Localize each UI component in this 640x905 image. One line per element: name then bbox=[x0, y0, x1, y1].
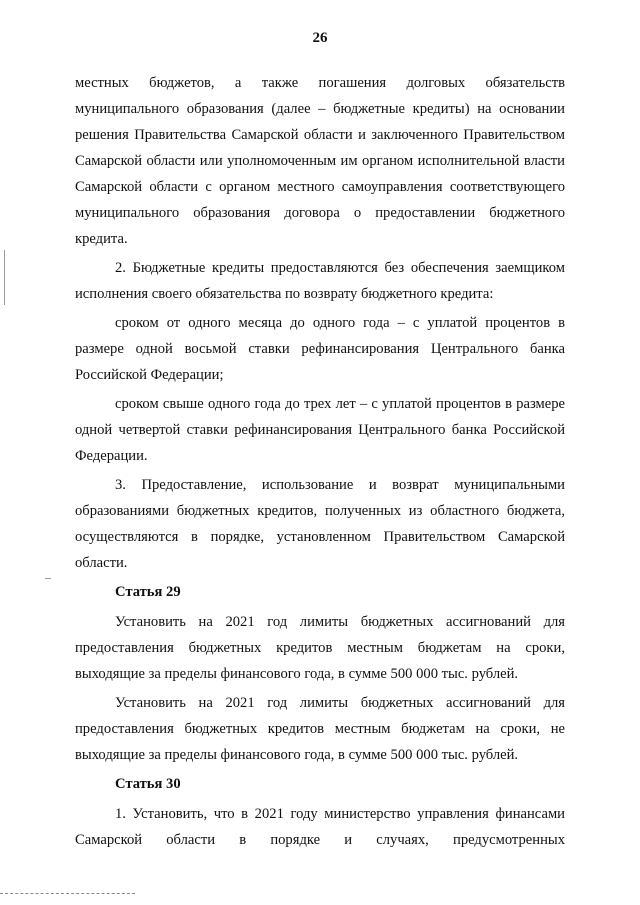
article-29-paragraph-2: Установить на 2021 год лимиты бюджетных ассигнований для предоставления бюджетных кредитов местным бюджетам на сроки, не выходящие за пределы финансового года, в сумме 500 000 тыс. рублей. bbox=[75, 695, 565, 763]
article-29-paragraph-1: Установить на 2021 год лимиты бюджетных ассигнований для предоставления бюджетных кредитов местным бюджетам на сроки, выходящие за пределы финансового года, в сумме 500 000 тыс. рублей. bbox=[75, 614, 565, 682]
document-body bbox=[75, 70, 565, 856]
margin-scan-mark bbox=[4, 250, 5, 305]
margin-scan-dash bbox=[45, 578, 51, 579]
paragraph-term-short: сроком от одного месяца до одного года – с уплатой процентов в размере одной восьмой ставки рефинансирования Центрального банка Российской Федерации; bbox=[75, 315, 565, 383]
paragraph-term-long: сроком свыше одного года до трех лет – с уплатой процентов в размере одной четвертой ставки рефинансирования Центрального банка Российской Федерации. bbox=[75, 396, 565, 464]
article-30-heading: Статья 30 bbox=[115, 776, 181, 792]
paragraph-item-3: 3. Предоставление, использование и возврат муниципальными образованиями бюджетных кредитов, полученных из областного бюджета, осуществляются в порядке, установленном Правительством Самарской области. bbox=[75, 477, 565, 571]
page-number: 26 bbox=[312, 30, 328, 46]
paragraph-continuation: местных бюджетов, а также погашения долговых обязательств муниципального образования (далее – бюджетные кредиты) на основании решения Правительства Самарской области и заключенного Правительством Самарской области или уполномоченным им органом исполнительной власти Самарской области с органом местного самоуправления соответствующего муниципального образования договора о предоставлении бюджетного кредита. bbox=[75, 75, 565, 247]
paragraph-item-2: 2. Бюджетные кредиты предоставляются без обеспечения заемщиком исполнения своего обязательства по возврату бюджетного кредита: bbox=[75, 260, 565, 302]
article-30-paragraph-1: 1. Установить, что в 2021 году министерство управления финансами Самарской области в порядке и случаях, предусмотренных bbox=[75, 806, 565, 848]
footer-rule bbox=[0, 893, 135, 894]
article-29-heading: Статья 29 bbox=[115, 584, 181, 600]
